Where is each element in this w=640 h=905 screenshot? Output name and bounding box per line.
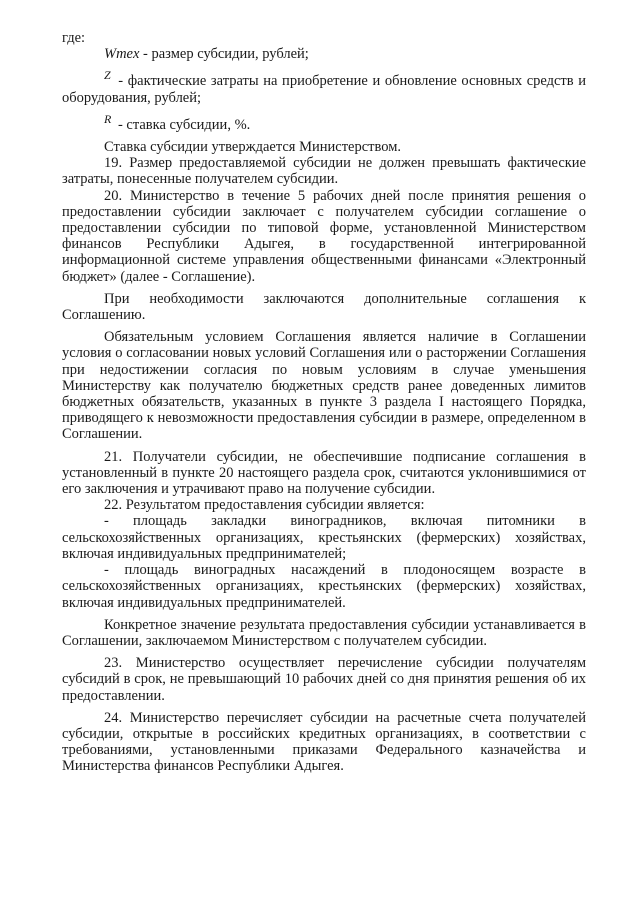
clause-24: 24. Министерство перечисляет субсидии на расчетные счета получателей субсидии, открытые в российских кредитных организациях, в соответствии с требованиями, установленными приказами Федерального казначейства и Министерства финансов Республики Адыгея. [62, 709, 586, 775]
document-page [62, 30, 586, 775]
clause-20: 20. Министерство в течение 5 рабочих дней после принятия решения о предоставлении субсидии заключает с получателем субсидии соглашение о предоставлении субсидии по типовой форме, установленной Министерством финансов Республики Адыгея, в государственной интегрированной информационной системе управления общественными финансами «Электронный бюджет» (далее - Соглашение). [62, 187, 586, 285]
r-text: - ставка субсидии, %. [114, 116, 251, 133]
additional-agreements: При необходимости заключаются дополнительные соглашения к Соглашению. [62, 290, 586, 324]
rate-approval: Ставка субсидии утверждается Министерством. [104, 139, 402, 156]
z-text: - фактические затраты на приобретение и обновление основных средств и оборудования, рублей; [62, 73, 586, 106]
result-bullet-1: - площадь закладки виноградников, включая питомники в сельскохозяйственных организациях, крестьянских (фермерских) хозяйствах, включая индивидуальных предпринимателей; [62, 513, 586, 562]
result-bullet-2: - площадь виноградных насаждений в плодоносящем возрасте в сельскохозяйственных организациях, крестьянских (фермерских) хозяйствах, включая индивидуальных предпринимателей. [62, 562, 586, 611]
mandatory-condition: Обязательным условием Соглашения является наличие в Соглашении условия о согласовании новых условий Соглашения или о расторжении Соглашения при недостижении согласия по новым условиям в случае уменьшения Министерству как получателю бюджетных средств ранее доведенных лимитов бюджетных обязательств, указанных в пункте 3 раздела I настоящего Порядка, приводящего к невозможности предоставления субсидии в размере, определенном в Соглашении. [62, 329, 586, 443]
result-value: Конкретное значение результата предоставления субсидии устанавливается в Соглашении, заключаемом Министерством с получателем субсидии. [62, 616, 586, 649]
wmex-definition: Wmex - размер субсидии, рублей; [104, 46, 309, 63]
wmex-variable: Wmex [104, 46, 140, 63]
r-definition [62, 111, 586, 133]
clause-23: 23. Министерство осуществляет перечисление субсидии получателям субсидий в срок, не превышающий 10 рабочих дней со дня принятия решения об их предоставлении. [62, 655, 586, 704]
r-variable: R [104, 111, 112, 126]
clause-19: 19. Размер предоставляемой субсидии не должен превышать фактические затраты, понесенные получателем субсидии. [62, 155, 586, 188]
clause-21: 21. Получатели субсидии, не обеспечившие подписание соглашения в установленный в пункте 20 настоящего раздела срок, считаются уклонившимися от его заключения и утрачивают право на получение субсидии. [62, 448, 586, 498]
clause-22: 22. Результатом предоставления субсидии является: [104, 497, 425, 514]
z-variable: Z [104, 68, 111, 83]
where-label: где: [62, 30, 86, 46]
z-definition [62, 67, 586, 105]
